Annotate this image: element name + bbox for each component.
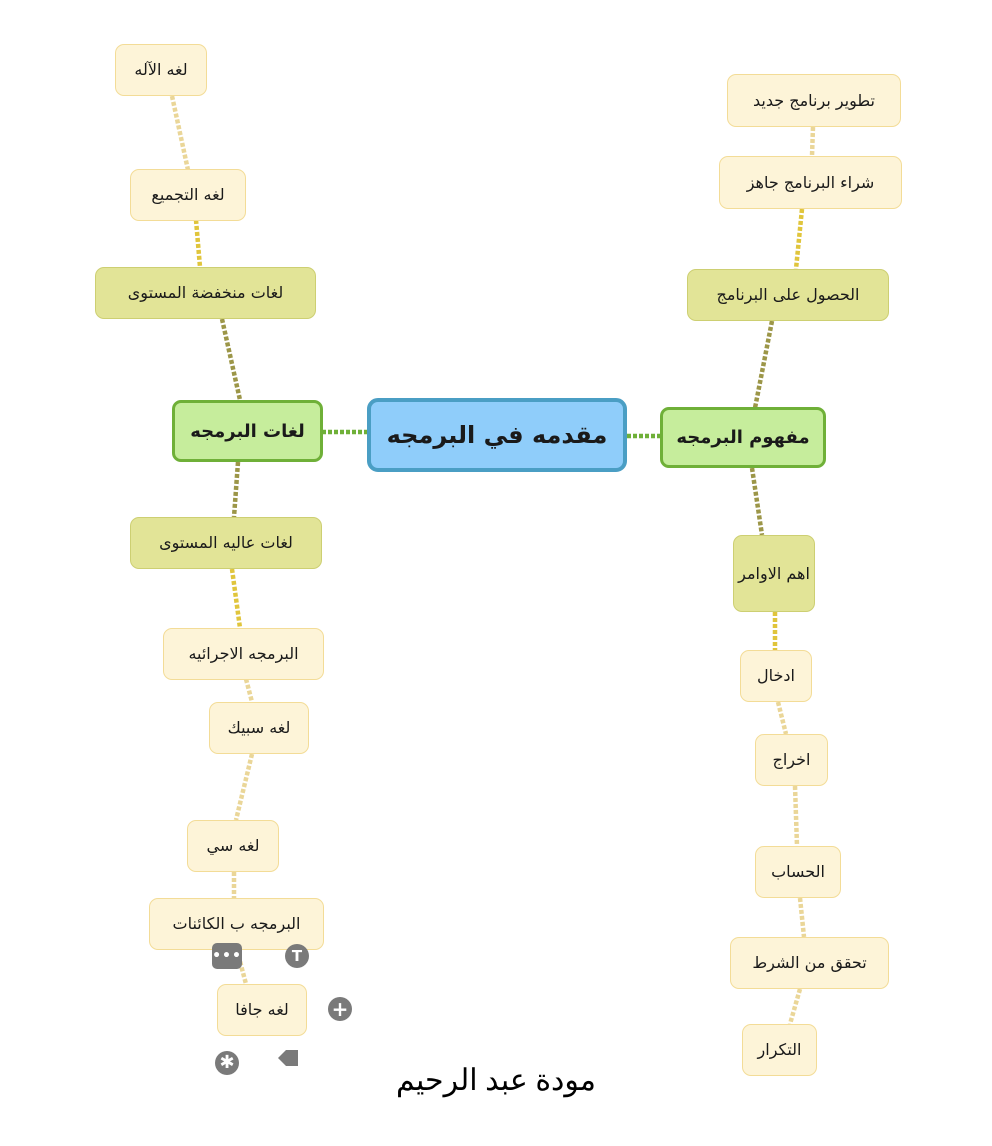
topic-calculation[interactable]	[755, 846, 841, 898]
topic-label: اهم الاوامر	[738, 563, 810, 583]
link-concept-obtain	[755, 321, 772, 408]
link-obtain-buy	[796, 209, 802, 269]
central-topic-label: مقدمه في البرمجه	[386, 421, 608, 449]
topic-assembly-language[interactable]	[130, 169, 246, 221]
topic-basic-language[interactable]	[209, 702, 309, 754]
topic-label: ادخال	[757, 666, 795, 685]
link-output-calc	[795, 786, 797, 846]
more-icon[interactable]: •••	[212, 943, 242, 969]
add-icon[interactable]: +	[328, 997, 352, 1021]
link-basic-c	[236, 754, 252, 820]
author-caption: مودة عبد الرحيم	[396, 1064, 596, 1097]
topic-label: البرمجه الاجرائيه	[188, 644, 299, 663]
topic-label: لغه الآله	[134, 60, 188, 79]
topic-label: اخراج	[772, 750, 811, 769]
topic-label: لغه سبيك	[227, 718, 291, 737]
topic-programming-concept[interactable]	[660, 407, 826, 468]
topic-high-level-languages[interactable]	[130, 517, 322, 569]
topic-output[interactable]	[755, 734, 828, 786]
link-low-assembly	[196, 220, 200, 267]
link-languages-high	[234, 462, 238, 517]
topic-label: تحقق من الشرط	[752, 953, 867, 972]
topic-main-commands[interactable]	[733, 535, 815, 612]
central-topic[interactable]	[367, 398, 627, 472]
topic-label: لغات منخفضة المستوى	[127, 283, 284, 302]
topic-label: لغه جافا	[235, 1000, 289, 1019]
topic-label: لغه التجميع	[151, 185, 225, 204]
topic-input[interactable]	[740, 650, 812, 702]
link-concept-commands	[752, 468, 762, 535]
link-assembly-machine	[172, 96, 188, 170]
topic-label: الحساب	[771, 862, 825, 881]
topic-label: شراء البرنامج جاهز	[746, 172, 875, 192]
topic-check-condition[interactable]	[730, 937, 889, 989]
topic-label: تطوير برنامج جديد	[753, 90, 875, 110]
link-input-output	[778, 702, 786, 734]
link-high-procedural	[232, 569, 240, 628]
star-icon[interactable]: ✱	[215, 1051, 239, 1075]
topic-programming-languages[interactable]	[172, 400, 323, 462]
topic-label: مفهوم البرمجه	[676, 427, 810, 448]
topic-label: لغه سي	[206, 836, 260, 855]
topic-label: الحصول على البرنامج	[716, 285, 860, 304]
topic-obtaining-program[interactable]	[687, 269, 889, 321]
link-procedural-basic	[246, 679, 252, 702]
text-icon[interactable]: T	[285, 944, 309, 968]
topic-machine-language[interactable]	[115, 44, 207, 96]
topic-buy-ready-program[interactable]	[719, 156, 902, 209]
topic-c-language[interactable]	[187, 820, 279, 872]
topic-label: لغات البرمجه	[190, 420, 305, 442]
link-condition-loop	[790, 989, 800, 1024]
topic-procedural-programming[interactable]	[163, 628, 324, 680]
topic-java-language[interactable]	[217, 984, 307, 1036]
link-buy-develop	[812, 127, 813, 156]
topic-low-level-languages[interactable]	[95, 267, 316, 319]
topic-label: البرمجه ب الكائنات	[172, 914, 301, 933]
topic-label: التكرار	[757, 1040, 802, 1059]
topic-label: لغات عاليه المستوى	[159, 533, 293, 552]
topic-develop-new-program[interactable]	[727, 74, 901, 127]
link-calc-condition	[800, 898, 804, 937]
link-languages-low	[222, 319, 240, 400]
